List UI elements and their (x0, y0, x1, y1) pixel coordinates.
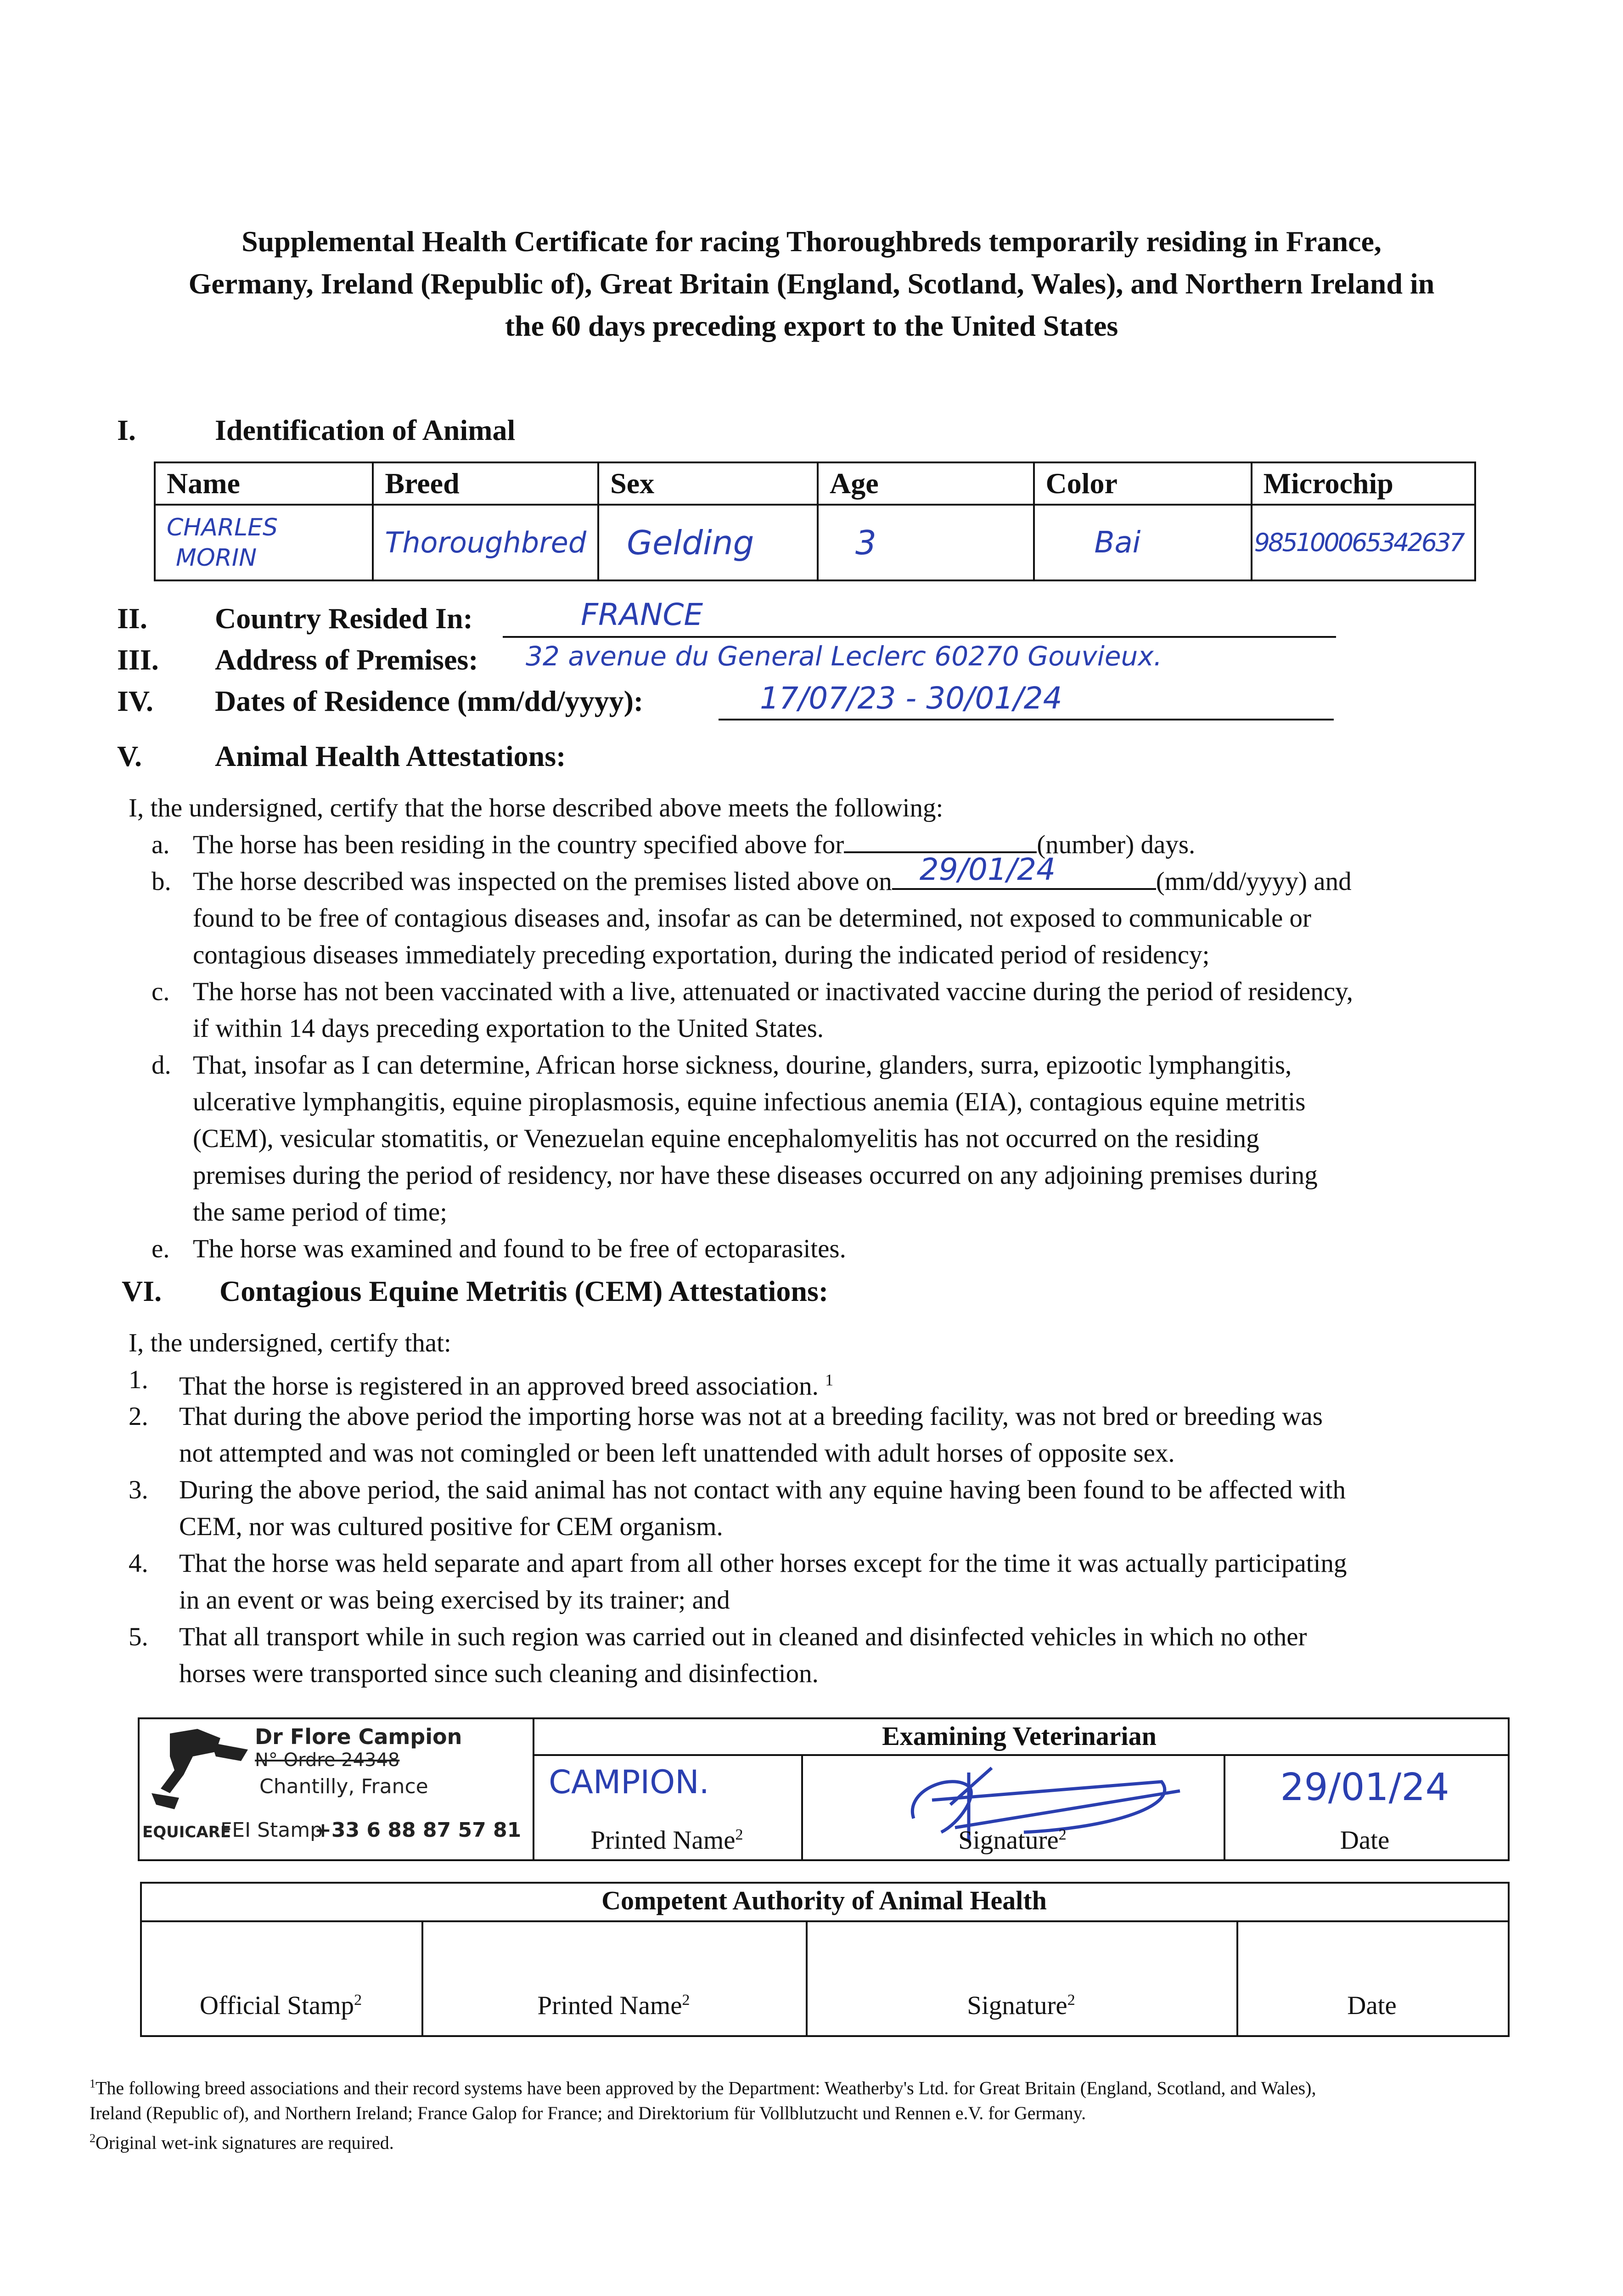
header-color: Color (1034, 462, 1252, 505)
attestation-b-prefix: b. (152, 867, 171, 896)
authority-printed-name-label-text: Printed Name (537, 1991, 682, 2020)
horse-logo-icon (142, 1724, 257, 1812)
attestation-c-line-2: if within 14 days preceding exportation to the United States. (193, 1014, 824, 1043)
stamp-vet-name: Dr Flore Campion (255, 1724, 462, 1749)
authority-signature-label (806, 1991, 1236, 2020)
dates-underline (719, 719, 1334, 720)
title-line-2: Germany, Ireland (Republic of), Great Britain (England, Scotland, Wales), and Northern Ireland in (188, 267, 1435, 300)
attestation-a-text-1: The horse has been residing in the country specified above for (193, 830, 844, 859)
attestation-a-text-2: (number) days. (1037, 830, 1196, 859)
stamp-phone: +33 6 88 87 57 81 (314, 1818, 522, 1842)
address-value: 32 avenue du General Leclerc 60270 Gouvieux. (526, 641, 1162, 672)
title-line-1: Supplemental Health Certificate for racing Thoroughbreds temporarily residing in France, (241, 225, 1382, 258)
attestation-d-line-4: premises during the period of residency, nor have these diseases occurred on any adjoining premises during (193, 1161, 1318, 1190)
authority-printed-name-label (421, 1991, 806, 2020)
header-age: Age (818, 462, 1034, 505)
cem-item-3-line-1: During the above period, the said animal has not contact with any equine having been found to be affected with (179, 1475, 1346, 1504)
country-label: Country Resided In: (215, 602, 473, 635)
cem-item-4-line-1: That the horse was held separate and apart from all other horses except for the time it was actually participating (179, 1549, 1347, 1578)
vet-printed-name-label (533, 1825, 801, 1855)
cem-item-1 (129, 1362, 1529, 1401)
section-6-number: VI. (122, 1275, 162, 1307)
cem-item-2-num: 2. (129, 1402, 148, 1431)
footnote-1-line-1 (90, 2071, 1559, 2100)
animal-id-table (154, 461, 1476, 581)
vet-printed-name-value: CAMPION. (549, 1763, 709, 1801)
attestation-b-line-2: found to be free of contagious diseases and, insofar as can be determined, not exposed to communicable or (193, 904, 1311, 933)
value-breed: Thoroughbred (373, 505, 598, 580)
dates-label: Dates of Residence (mm/dd/yyyy): (215, 685, 644, 717)
cem-item-1-line-1: That the horse is registered in an approved breed association. (179, 1372, 819, 1401)
attestation-d-line-2: ulcerative lymphangitis, equine piroplasmosis, equine infectious anemia (EIA), contagious equine metritis (193, 1087, 1306, 1116)
authority-date-label: Date (1347, 1991, 1397, 2020)
vet-stamp (142, 1724, 533, 1855)
stamp-logo: EQUICARE (142, 1823, 231, 1841)
attestation-d-line-5: the same period of time; (193, 1198, 447, 1227)
authority-signature-label-text: Signature (967, 1991, 1067, 2020)
header-microchip: Microchip (1252, 462, 1475, 505)
value-name-line-2: MORIN (176, 544, 257, 572)
section-5-body (129, 790, 1529, 1267)
cem-item-4-line-2: in an event or was being exercised by its trainer; and (179, 1586, 730, 1615)
attestation-b-line-3: contagious diseases immediately preceding exportation, during the indicated period of residency; (193, 940, 1210, 969)
attestation-d-prefix: d. (152, 1051, 171, 1080)
official-stamp-label-text: Official Stamp (199, 1991, 354, 2020)
document-title (69, 220, 1554, 347)
stamp-fei-label: FEI Stamp (220, 1818, 323, 1842)
attestation-c (129, 974, 1529, 1010)
cem-item-5-num: 5. (129, 1622, 148, 1651)
cem-item-3 (129, 1472, 1529, 1508)
cem-item-1-sup: 1 (825, 1371, 834, 1389)
section-4-number: IV. (117, 685, 153, 717)
footnote-1-text-1: The following breed associations and their record systems have been approved by the Department: Weatherby's Ltd. for Great Britain (England, Scotland, and Wales), (95, 2077, 1316, 2099)
vet-box-header: Examining Veterinarian (882, 1721, 1157, 1751)
official-stamp-sup: 2 (354, 1992, 362, 2009)
attestation-a (129, 827, 1529, 863)
attestation-b-text-1: The horse described was inspected on the premises listed above on (193, 867, 892, 896)
section-6-body (129, 1325, 1529, 1692)
cem-item-2-line-2: not attempted and was not comingled or been left unattended with adult horses of opposite sex. (179, 1439, 1175, 1468)
value-sex: Gelding (598, 505, 818, 580)
section-6-intro: I, the undersigned, certify that: (129, 1328, 451, 1357)
attestation-d-line-3: (CEM), vesicular stomatitis, or Venezuelan equine encephalomyelitis has not occurred on the residing (193, 1124, 1259, 1153)
authority-printed-name-sup: 2 (682, 1992, 690, 2009)
vet-printed-name-label-text: Printed Name (590, 1826, 736, 1855)
attestation-e-line-1: The horse was examined and found to be free of ectoparasites. (193, 1234, 846, 1263)
vet-signature-label (801, 1825, 1224, 1855)
cem-item-4-num: 4. (129, 1549, 148, 1578)
footnote-1-line-2: Ireland (Republic of), and Northern Ireland; France Galop for France; and Direktorium für Vollblutzucht und Rennen e.V. for Germany. (90, 2103, 1086, 2124)
inspection-date-value: 29/01/24 (919, 852, 1056, 887)
attestation-b (129, 852, 1529, 900)
attestation-e-prefix: e. (152, 1234, 170, 1263)
section-3-number: III. (117, 643, 159, 676)
header-breed: Breed (373, 462, 598, 505)
stamp-ordre: N° Ordre 24348 (255, 1750, 400, 1771)
cem-item-2-line-1: That during the above period the importing horse was not at a breeding facility, was not bred or breeding was (179, 1402, 1323, 1431)
cem-item-2 (129, 1398, 1529, 1435)
value-age: 3 (818, 505, 1034, 580)
vet-signature-sup: 2 (1058, 1826, 1067, 1843)
cem-item-5-line-2: horses were transported since such cleaning and disinfection. (179, 1659, 819, 1688)
attestation-b-text (193, 852, 1352, 900)
inspection-date-blank (892, 852, 1156, 890)
vet-date-label: Date (1340, 1826, 1390, 1855)
attestation-d (129, 1047, 1529, 1084)
vet-signature-label-text: Signature (958, 1826, 1059, 1855)
cem-item-5-line-1: That all transport while in such region was carried out in cleaned and disinfected vehicles in which no other (179, 1622, 1307, 1651)
section-6-title: Contagious Equine Metritis (CEM) Attestations: (219, 1275, 829, 1307)
attestation-e (129, 1231, 1529, 1267)
section-2-number: II. (117, 602, 147, 635)
footnotes (90, 2071, 1559, 2155)
cem-item-3-num: 3. (129, 1475, 148, 1504)
cem-item-3-line-2: CEM, nor was cultured positive for CEM organism. (179, 1512, 723, 1541)
value-name (155, 505, 373, 580)
footnote-1-sup: 1 (90, 2077, 95, 2090)
authority-signature-sup: 2 (1067, 1992, 1075, 2009)
vet-printed-name-sup: 2 (735, 1826, 743, 1843)
footnote-2-text-1: Original wet-ink signatures are required. (95, 2132, 394, 2153)
attestation-c-prefix: c. (152, 977, 170, 1006)
attestation-a-prefix: a. (152, 830, 170, 859)
title-line-3: the 60 days preceding export to the United States (505, 310, 1118, 342)
section-1-title: Identification of Animal (215, 414, 516, 446)
header-sex: Sex (598, 462, 818, 505)
days-blank[interactable] (844, 829, 1037, 853)
authority-header-divider (140, 1920, 1510, 1922)
section-1-number: I. (117, 414, 136, 446)
authority-box-header: Competent Authority of Animal Health (601, 1885, 1047, 1915)
cem-item-4 (129, 1545, 1529, 1582)
attestation-c-line-1: The horse has not been vaccinated with a live, attenuated or inactivated vaccine during the period of residency, (193, 977, 1353, 1006)
vet-date-value: 29/01/24 (1280, 1766, 1449, 1809)
official-stamp-label (140, 1991, 421, 2020)
dates-value: 17/07/23 - 30/01/24 (760, 681, 1062, 716)
footnote-2-sup: 2 (90, 2132, 95, 2145)
attestation-d-line-1: That, insofar as I can determine, African horse sickness, dourine, glanders, surra, epizootic lymphangitis, (193, 1051, 1292, 1080)
value-color: Bai (1034, 505, 1252, 580)
country-underline (503, 636, 1336, 638)
value-microchip: 985100065342637 (1252, 505, 1475, 580)
address-label: Address of Premises: (215, 643, 478, 676)
value-name-line-1: CHARLES (167, 513, 278, 541)
stamp-city: Chantilly, France (259, 1775, 428, 1798)
cem-item-5 (129, 1619, 1529, 1655)
country-value: FRANCE (581, 597, 703, 632)
section-5-title: Animal Health Attestations: (215, 740, 566, 772)
footnote-2-line-1 (90, 2126, 1559, 2155)
attestation-b-text-2: (mm/dd/yyyy) and (1156, 867, 1352, 896)
header-name: Name (155, 462, 373, 505)
cem-item-1-num: 1. (129, 1365, 148, 1394)
section-5-intro: I, the undersigned, certify that the horse described above meets the following: (129, 793, 943, 822)
section-5-number: V. (117, 740, 142, 772)
